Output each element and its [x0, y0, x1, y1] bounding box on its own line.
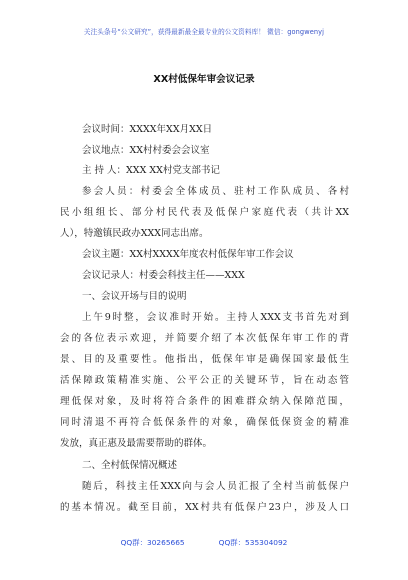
section-heading: 二、全村低保情况概述 — [82, 460, 178, 471]
meeting-host: 主 持 人：XXX XX村党支部书记 — [82, 165, 220, 176]
paragraph-line: 发放，真正惠及最需要帮助的群体。 — [60, 438, 213, 449]
paragraph-line: 随后，科技主任XXX向与会人员汇报了全村当前低保户 — [82, 481, 349, 492]
footer — [0, 537, 408, 548]
paragraph-line: 上午9时整，会议准时开始。主持人XXX支书首先对到 — [82, 312, 349, 323]
meeting-time: 会议时间：XXXX年XX月XX日 — [82, 124, 213, 135]
meeting-topic: 会议主题：XX村XXXX年度农村低保年审工作会议 — [82, 249, 294, 260]
top-banner: 关注头条号“公文研究”，获得最新最全最专业的公文资料库！ 微信：gongwenyj — [83, 28, 325, 36]
paragraph-line: 景、目的及重要性。他指出，低保年审是确保国家最低生 — [60, 354, 349, 365]
paragraph-line: 同时清退不再符合低保条件的对象，确保低保资金的精准 — [60, 417, 349, 428]
paragraph-line: 的基本情况。截至目前，XX村共有低保户23户，涉及人口 — [60, 502, 349, 513]
footer-qq-group-1: QQ群：30265665 — [120, 538, 185, 547]
paragraph-line: 理低保对象，及时将符合条件的困难群众纳入保障范围， — [60, 396, 349, 407]
paragraph-line: 活保障政策精准实施、公平公正的关键环节，旨在动态管 — [60, 375, 349, 386]
meeting-recorder: 会议记录人：村委会科技主任——XXX — [82, 270, 245, 281]
paragraph-line: 会的各位表示欢迎，并简要介绍了本次低保年审工作的背 — [60, 333, 349, 344]
document-title: XX村低保年审会议记录 — [153, 74, 255, 85]
meeting-location: 会议地点：XX村村委会会议室 — [82, 145, 210, 156]
section-heading: 一、会议开场与目的说明 — [82, 291, 187, 302]
participants-line: 民小组组长、部分村民代表及低保户家庭代表（共计XX — [60, 207, 349, 218]
footer-qq-group-2: QQ群：535304092 — [218, 538, 288, 547]
participants-line: 参会人员：村委会全体成员、驻村工作队成员、各村 — [82, 186, 349, 197]
participants-line: 人），特邀镇民政办XXX同志出席。 — [60, 228, 209, 239]
